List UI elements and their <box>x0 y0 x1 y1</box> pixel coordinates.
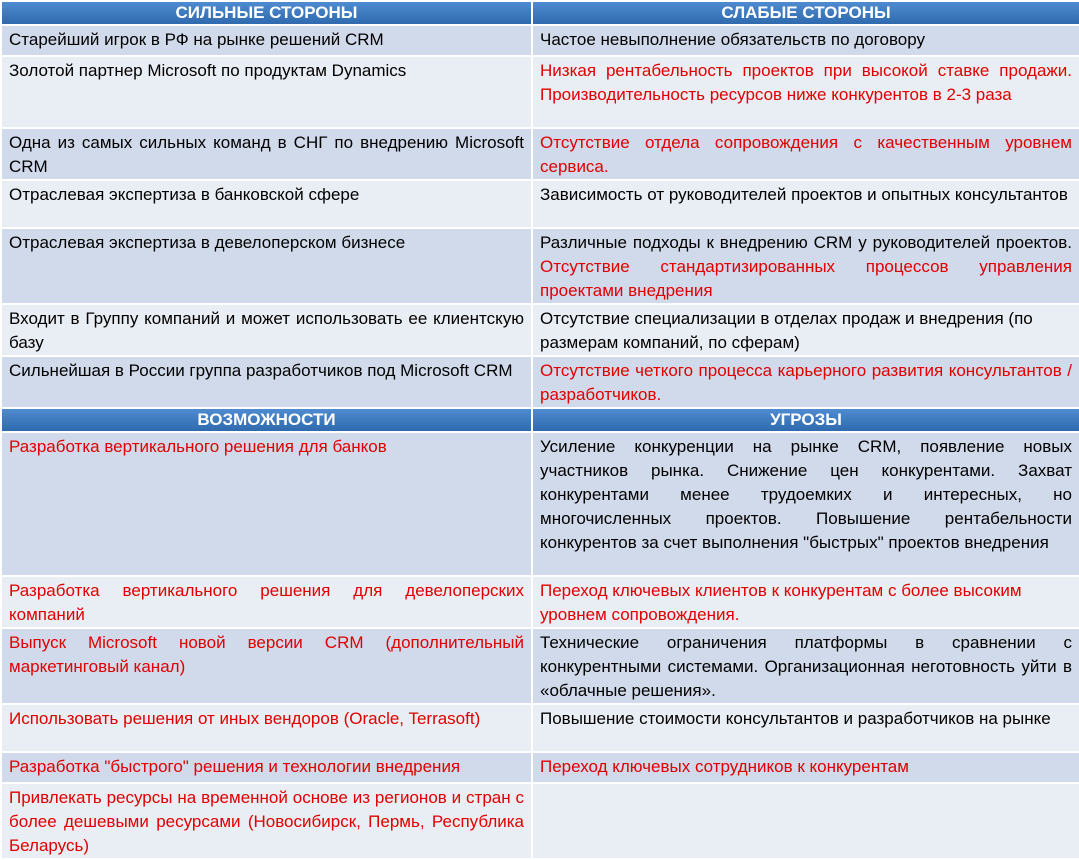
table-row <box>1 628 1079 704</box>
opportunities-header: ВОЗМОЖНОСТИ <box>1 408 532 432</box>
weakness-text-highlight: Отсутствие стандартизированных процессов управления проектами внедрения <box>540 257 1072 300</box>
threats-header: УГРОЗЫ <box>532 408 1079 432</box>
strengths-header: СИЛЬНЫЕ СТОРОНЫ <box>1 1 532 25</box>
opportunities-threats-header-row <box>1 408 1079 432</box>
weakness-cell: Отсутствие четкого процесса карьерного развития консультантов / разработчиков. <box>532 356 1079 408</box>
table-row <box>1 432 1079 576</box>
strength-cell: Отраслевая экспертиза в банковской сфере <box>1 180 532 228</box>
weakness-cell <box>532 228 1079 304</box>
weakness-text: Различные подходы к внедрению CRM у руководителей проектов. <box>540 233 1072 252</box>
weakness-cell: Отсутствие отдела сопровождения с качественным уровнем сервиса. <box>532 128 1079 180</box>
table-row <box>1 128 1079 180</box>
strength-cell: Входит в Группу компаний и может использовать ее клиентскую базу <box>1 304 532 356</box>
strength-cell: Сильнейшая в России группа разработчиков под Microsoft CRM <box>1 356 532 408</box>
table-row <box>1 304 1079 356</box>
table-row <box>1 752 1079 783</box>
opportunity-cell: Использовать решения от иных вендоров (Oracle, Terrasoft) <box>1 704 532 752</box>
opportunity-cell: Выпуск Microsoft новой версии CRM (дополнительный маркетинговый канал) <box>1 628 532 704</box>
threat-cell: Переход ключевых клиентов к конкурентам с более высоким уровнем сопровождения. <box>532 576 1079 628</box>
table-row <box>1 356 1079 408</box>
table-row <box>1 56 1079 128</box>
threat-cell: Переход ключевых сотрудников к конкурентам <box>532 752 1079 783</box>
table-row <box>1 228 1079 304</box>
weakness-cell: Зависимость от руководителей проектов и опытных консультантов <box>532 180 1079 228</box>
opportunity-cell: Разработка вертикального решения для банков <box>1 432 532 576</box>
weakness-cell: Низкая рентабельность проектов при высокой ставке продажи. Производительность ресурсов ниже конкурентов в 2-3 раза <box>532 56 1079 128</box>
opportunity-cell: Привлекать ресурсы на временной основе из регионов и стран с более дешевыми ресурсами (Новосибирск, Пермь, Республика Беларусь) <box>1 783 532 859</box>
table-row <box>1 783 1079 859</box>
table-row <box>1 180 1079 228</box>
threat-cell <box>532 783 1079 859</box>
table-row <box>1 704 1079 752</box>
weakness-cell: Частое невыполнение обязательств по договору <box>532 25 1079 56</box>
weakness-cell: Отсутствие специализации в отделах продаж и внедрения (по размерам компаний, по сферам) <box>532 304 1079 356</box>
table-row <box>1 576 1079 628</box>
strengths-weaknesses-header-row <box>1 1 1079 25</box>
strength-cell: Одна из самых сильных команд в СНГ по внедрению Microsoft CRM <box>1 128 532 180</box>
strength-cell: Старейший игрок в РФ на рынке решений CRM <box>1 25 532 56</box>
weaknesses-header: СЛАБЫЕ СТОРОНЫ <box>532 1 1079 25</box>
strength-cell: Отраслевая экспертиза в девелоперском бизнесе <box>1 228 532 304</box>
threat-cell: Технические ограничения платформы в сравнении с конкурентными системами. Организационная неготовность уйти в «облачные решения». <box>532 628 1079 704</box>
table-row <box>1 25 1079 56</box>
strength-cell: Золотой партнер Microsoft по продуктам Dynamics <box>1 56 532 128</box>
opportunity-cell: Разработка "быстрого" решения и технологии внедрения <box>1 752 532 783</box>
threat-cell: Повышение стоимости консультантов и разработчиков на рынке <box>532 704 1079 752</box>
opportunity-cell: Разработка вертикального решения для девелоперских компаний <box>1 576 532 628</box>
threat-cell: Усиление конкуренции на рынке CRM, появление новых участников рынка. Снижение цен конкурентами. Захват конкурентами менее трудоемких и интересных, но многочисленных проектов. Повышение рентабельности конкурентов за счет выполнения "быстрых" проектов внедрения <box>532 432 1079 576</box>
